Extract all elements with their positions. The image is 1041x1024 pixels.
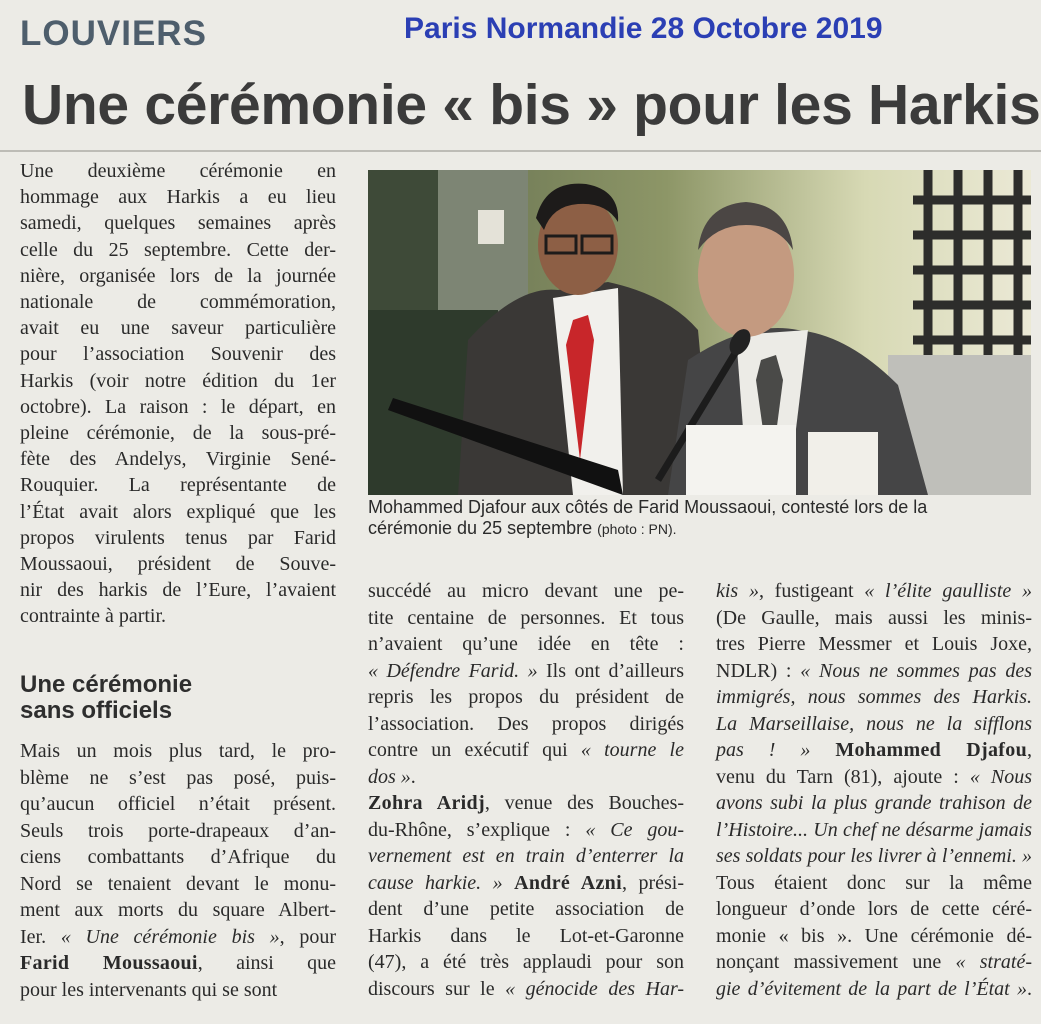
text-line: cause harkie. » André Azni, prési- bbox=[368, 871, 684, 894]
text-line: pleine cérémonie, de la sous-pré- bbox=[20, 422, 336, 445]
text-line: octobre). La raison : le départ, en bbox=[20, 395, 336, 418]
section-label: LOUVIERS bbox=[20, 14, 207, 53]
text-line: Zohra Aridj, venue des Bouches- bbox=[368, 792, 685, 814]
text-line: Ier. « Une cérémonie bis », pour bbox=[20, 925, 336, 948]
article-photo bbox=[368, 170, 1031, 495]
quote-text: « Nous ne sommes pas des bbox=[800, 659, 1032, 682]
text-line: samedi, quelques semaines après bbox=[20, 212, 336, 235]
person-name: Mohammed Djafou bbox=[835, 739, 1027, 761]
text-line: qu’aucun officiel n’était présent. bbox=[20, 793, 336, 815]
article-column-1 bbox=[20, 158, 336, 630]
text-line: hommage aux Harkis a eu lieu bbox=[20, 186, 336, 209]
text-line: fète des Andelys, Virginie Sené- bbox=[20, 448, 336, 471]
caption-line-1: Mohammed Djafour aux côtés de Farid Moussaoui, contesté lors de la bbox=[368, 497, 928, 517]
text-line: ciens combattants d’Afrique du bbox=[20, 846, 336, 868]
text-line: celle du 25 septembre. Cette der- bbox=[20, 238, 336, 261]
text-line: avait eu une saveur particulière bbox=[20, 317, 336, 340]
quote-text: « génocide des Har- bbox=[505, 977, 684, 1000]
person-name: Zohra Aridj bbox=[368, 792, 485, 814]
edition-label: Paris Normandie 28 Octobre 2019 bbox=[404, 12, 883, 45]
quote-text: cause harkie. » bbox=[368, 871, 503, 894]
quote-text: « Ce gou- bbox=[585, 818, 684, 841]
text-line: propos virulents tenus par Farid bbox=[20, 526, 336, 549]
text-line: nir des harkis de l’Eure, l’avaient bbox=[20, 579, 336, 602]
quote-text: gie d’évitement de la part de l’État » bbox=[716, 977, 1027, 1000]
caption-line-2: cérémonie du 25 septembre (photo : PN). bbox=[368, 518, 677, 538]
text-line: pas ! » Mohammed Djafou, bbox=[716, 739, 1032, 761]
text-line bbox=[716, 790, 1032, 817]
text-line: Harkis dans le Lot-et-Garonne bbox=[368, 924, 684, 947]
subheading bbox=[20, 672, 192, 724]
text-line: longueur d’onde lors de cette céré- bbox=[716, 898, 1032, 920]
subheading-line-1: Une cérémonie bbox=[20, 671, 193, 698]
text-line: nière, organisée lors de la journée bbox=[20, 264, 336, 287]
photo-caption bbox=[368, 497, 1031, 540]
subheading-line-2: sans officiels bbox=[20, 697, 173, 724]
photo-credit: (photo : PN). bbox=[597, 521, 677, 537]
text-line: tres Pierre Messmer et Louis Joxe, bbox=[716, 633, 1032, 655]
headline: Une cérémonie « bis » pour les Harkis bbox=[22, 73, 1041, 137]
text-line: repris les propos du président de bbox=[368, 686, 684, 708]
header-rule bbox=[0, 150, 1041, 152]
text-line bbox=[368, 843, 684, 870]
text-line: venu du Tarn (81), ajoute : « Nous bbox=[716, 765, 1033, 788]
text-line: nationale de commémoration, bbox=[20, 291, 336, 314]
quote-text: avons subi la plus grande trahison de bbox=[716, 792, 1032, 814]
text-line: du-Rhône, s’explique : « Ce gou- bbox=[368, 818, 684, 841]
text-line: pour l’association Souvenir des bbox=[20, 343, 336, 366]
text-line: NDLR) : « Nous ne sommes pas des bbox=[716, 659, 1032, 682]
text-line: Harkis (voir notre édition du 1er bbox=[20, 369, 336, 392]
text-line bbox=[716, 711, 1032, 738]
text-line: gie d’évitement de la part de l’État ». bbox=[716, 977, 1032, 1000]
text-line: contrainte à partir. bbox=[20, 605, 167, 628]
person-name: André Azni bbox=[514, 871, 622, 894]
text-line: Tous étaient donc sur la même bbox=[716, 871, 1032, 894]
text-line: pour les intervenants qui se sont bbox=[20, 978, 278, 1001]
text-line: nonçant massivement une « straté- bbox=[716, 951, 1032, 973]
text-line: succédé au micro devant une pe- bbox=[368, 580, 684, 602]
quote-text: vernement est en train d’enterrer la bbox=[368, 845, 684, 867]
text-line: l’association. Des propos dirigés bbox=[368, 712, 684, 735]
person-name: Farid Moussaoui bbox=[20, 952, 198, 974]
text-line: kis », fustigeant « l’élite gaulliste » bbox=[716, 580, 1032, 602]
text-line: l’État avait alors expliqué que les bbox=[20, 500, 336, 523]
text-line: (47), a été très applaudi pour son bbox=[368, 951, 684, 973]
quote-text: « straté- bbox=[955, 951, 1032, 973]
text-line: dent d’une petite association de bbox=[368, 898, 684, 920]
quote-text: l’Histoire... Un chef ne désarme jamais bbox=[716, 818, 1032, 841]
text-line: Nord se tenaient devant le monu- bbox=[20, 872, 336, 895]
text-line bbox=[716, 817, 1032, 844]
article-column-2 bbox=[368, 578, 684, 1002]
text-line: blème ne s’est pas posé, puis- bbox=[20, 766, 336, 789]
text-line bbox=[716, 684, 1032, 711]
article-column-3 bbox=[716, 578, 1032, 1002]
text-line: monie « bis ». Une cérémonie dé- bbox=[716, 924, 1032, 947]
text-line: n’avaient qu’une idée en tête : bbox=[368, 633, 684, 655]
quote-text: kis » bbox=[716, 580, 759, 602]
text-line: Rouquier. La représentante de bbox=[20, 474, 336, 497]
text-line: (De Gaulle, mais aussi les minis- bbox=[716, 606, 1032, 629]
text-line: Moussaoui, président de Souve- bbox=[20, 553, 336, 576]
text-line: tite centaine de personnes. Et tous bbox=[368, 606, 684, 629]
quote-text: dos » bbox=[368, 765, 411, 788]
text-line: Une deuxième cérémonie en bbox=[20, 160, 336, 182]
text-line bbox=[716, 843, 1032, 870]
text-line: « Défendre Farid. » Ils ont d’ailleurs bbox=[368, 659, 684, 682]
quote-text: ses soldats pour les livrer à l’ennemi. » bbox=[716, 845, 1032, 867]
quote-text: La Marseillaise, nous ne la sifflons bbox=[716, 712, 1032, 735]
quote-text: pas ! » bbox=[716, 739, 811, 761]
text-line: discours sur le « génocide des Har- bbox=[368, 977, 684, 1000]
text-line: contre un exécutif qui « tourne le bbox=[368, 739, 684, 761]
text-line: ment aux morts du square Albert- bbox=[20, 899, 336, 921]
text-line: Mais un mois plus tard, le pro- bbox=[20, 740, 336, 762]
quote-text: immigrés, nous sommes des Harkis. bbox=[716, 686, 1032, 708]
quote-text: « tourne le bbox=[580, 739, 684, 761]
quote-text: « Nous bbox=[969, 765, 1033, 788]
quote-text: « Une cérémonie bis » bbox=[60, 925, 280, 948]
article-column-1-continued bbox=[20, 738, 336, 1003]
text-line: dos ». bbox=[368, 765, 416, 788]
text-line: Farid Moussaoui, ainsi que bbox=[20, 952, 336, 974]
quote-text: « Défendre Farid. » bbox=[368, 659, 538, 682]
text-line: Seuls trois porte-drapeaux d’an- bbox=[20, 819, 336, 842]
quote-text: « l’élite gaulliste » bbox=[864, 580, 1032, 602]
